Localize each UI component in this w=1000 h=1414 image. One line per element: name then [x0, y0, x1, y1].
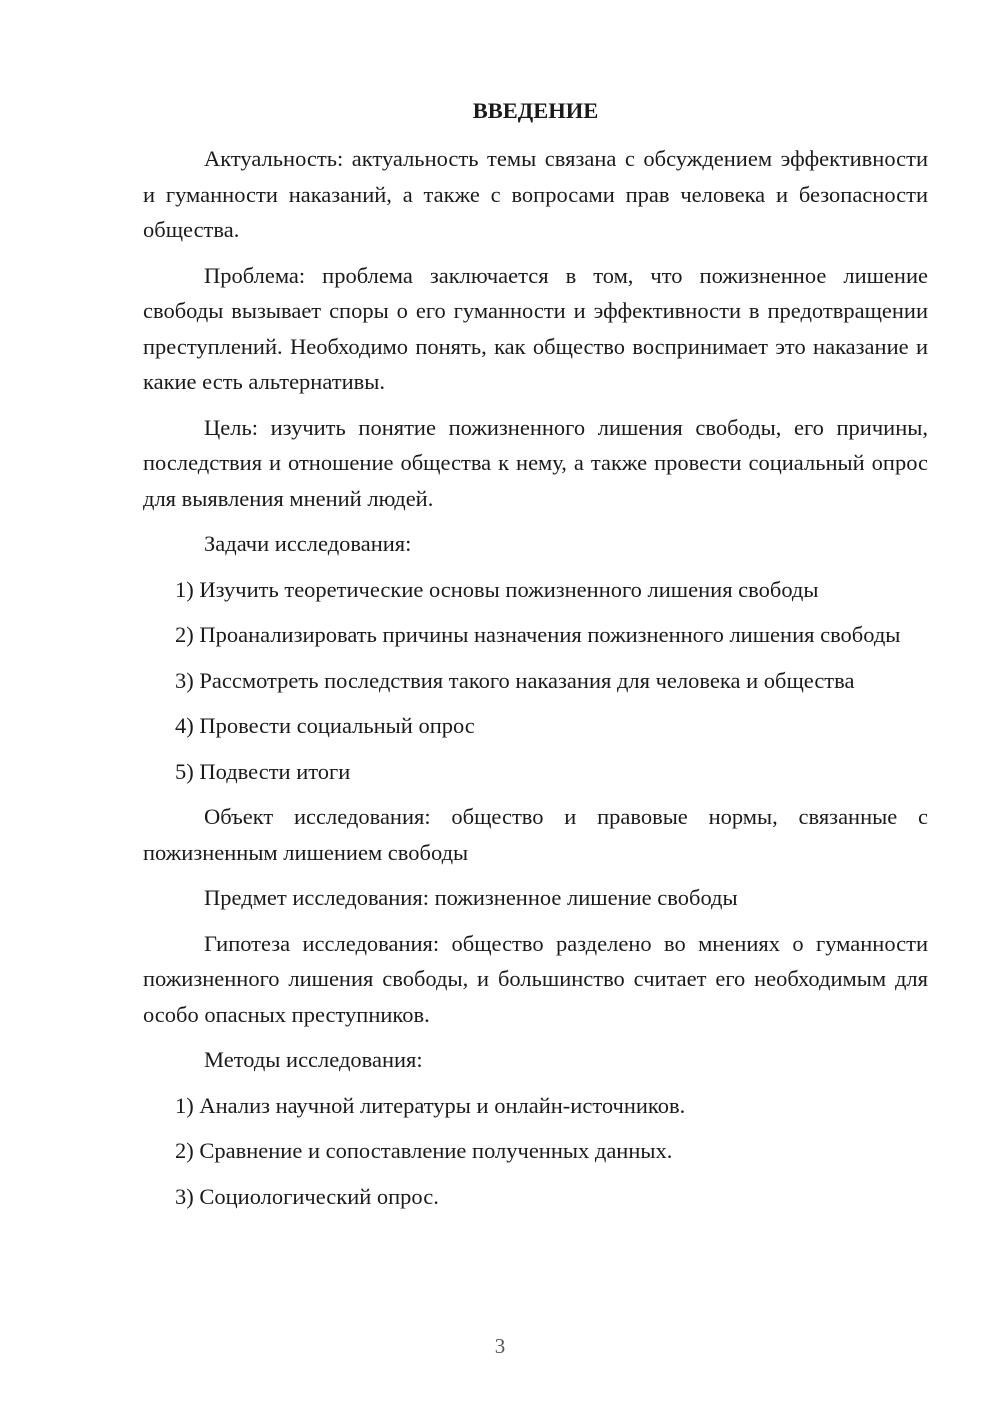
relevance-paragraph: Актуальность: актуальность темы связана с обсуждением эффективности и гуманности наказаний, а также с вопросами прав человека и безопасности общества.: [143, 146, 928, 242]
problem-paragraph: Проблема: проблема заключается в том, что пожизненное лишение свободы вызывает споры о его гуманности и эффективности в предотвращении преступлений. Необходимо понять, как общество воспринимает это наказание и какие есть альтернативы.: [143, 262, 928, 394]
document-page: [143, 96, 928, 1224]
hypothesis-paragraph: Гипотеза исследования: общество разделено во мнениях о гуманности пожизненного лишения свободы, и большинство считает его необходимым для особо опасных преступников.: [143, 930, 928, 1027]
subject-paragraph: Предмет исследования: пожизненное лишение свободы: [204, 885, 738, 910]
tasks-title: Задачи исследования:: [204, 531, 412, 556]
task-item: 4) Провести социальный опрос: [175, 713, 475, 738]
method-item: 2) Сравнение и сопоставление полученных данных.: [175, 1138, 673, 1163]
method-item: 3) Социологический опрос.: [175, 1183, 439, 1209]
task-item: 2) Проанализировать причины назначения пожизненного лишения свободы: [175, 622, 901, 647]
method-item: 1) Анализ научной литературы и онлайн-источников.: [175, 1092, 686, 1118]
methods-title: Методы исследования:: [204, 1047, 423, 1072]
goal-paragraph: Цель: изучить понятие пожизненного лишения свободы, его причины, последствия и отношение общества к нему, а также провести социальный опрос для выявления мнений людей.: [143, 414, 928, 511]
page-number: 3: [494, 1334, 506, 1358]
task-item: 1) Изучить теоретические основы пожизненного лишения свободы: [175, 576, 819, 602]
section-heading: ВВЕДЕНИЕ: [472, 98, 599, 123]
object-paragraph: Объект исследования: общество и правовые нормы, связанные с пожизненным лишением свободы: [143, 804, 928, 865]
task-item: 5) Подвести итоги: [175, 758, 351, 784]
task-item: 3) Рассмотреть последствия такого наказания для человека и общества: [175, 667, 855, 693]
